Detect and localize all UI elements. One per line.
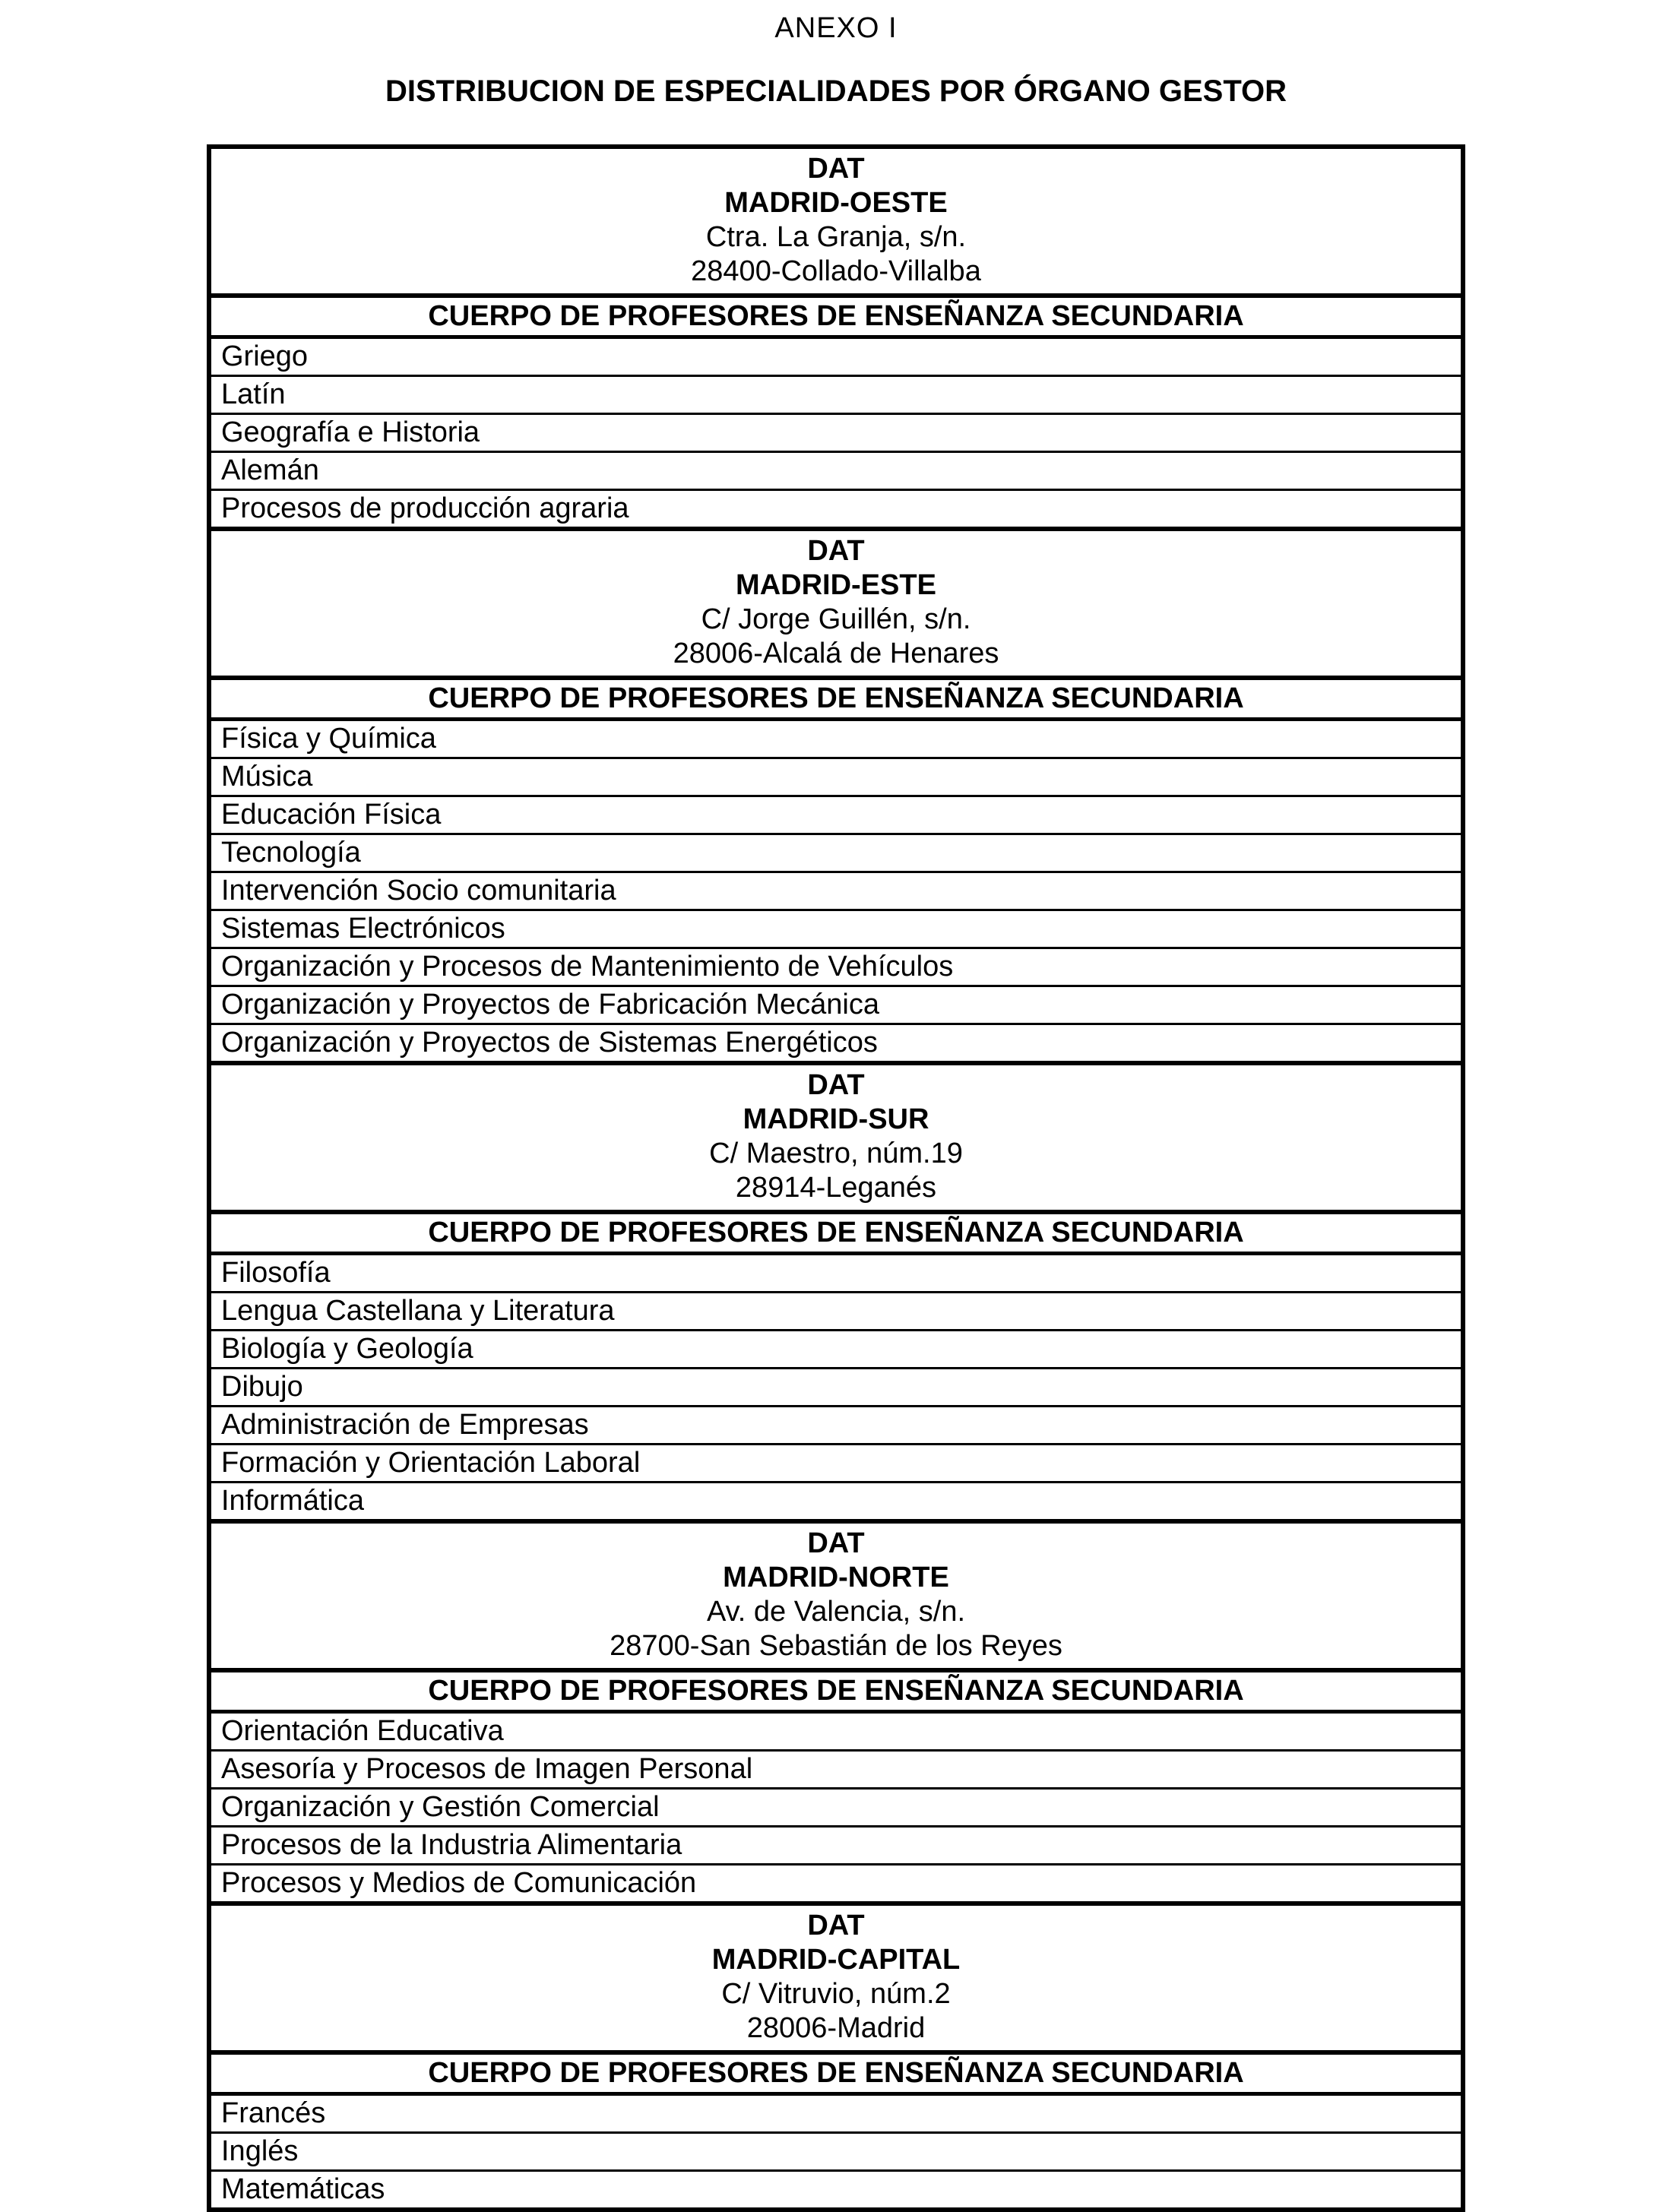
specialty-row (209, 337, 1463, 376)
specialty-row (209, 872, 1463, 910)
dat-area-name: MADRID-OESTE (724, 187, 948, 219)
specialty-cell: Administración de Empresas (209, 1407, 1463, 1445)
dat-org-label: DAT (807, 153, 865, 185)
dat-postal-city: 28006-Madrid (746, 2012, 926, 2044)
dat-org-label: DAT (807, 1069, 865, 1101)
dat-area-name: MADRID-SUR (743, 1103, 929, 1135)
specialty-row (209, 720, 1463, 758)
specialty-cell: Geografía e Historia (209, 414, 1463, 452)
specialty-row (209, 796, 1463, 834)
specialty-row (209, 1369, 1463, 1407)
specialty-cell: Física y Química (209, 720, 1463, 758)
dat-area-name: MADRID-ESTE (736, 569, 936, 601)
specialty-cell: Procesos de producción agraria (209, 490, 1463, 530)
specialty-cell: Latín (209, 376, 1463, 414)
body-header-row (209, 1670, 1463, 1712)
specialty-cell: Asesoría y Procesos de Imagen Personal (209, 1751, 1463, 1789)
document-title: DISTRIBUCION DE ESPECIALIDADES POR ÓRGANO GESTOR (385, 74, 1287, 108)
specialty-row (209, 1407, 1463, 1445)
specialty-row (209, 1254, 1463, 1293)
specialty-cell: Matemáticas (209, 2171, 1463, 2210)
dat-area-name: MADRID-NORTE (723, 1562, 949, 1593)
body-header-cell: CUERPO DE PROFESORES DE ENSEÑANZA SECUNDARIA (209, 678, 1463, 720)
specialty-row (209, 376, 1463, 414)
dat-address: C/ Jorge Guillén, s/n. (701, 603, 971, 635)
specialty-cell: Educación Física (209, 796, 1463, 834)
dat-section-cell (209, 1063, 1463, 1212)
dat-section-row (209, 1903, 1463, 2052)
specialty-row (209, 1445, 1463, 1483)
dat-section-cell (209, 529, 1463, 678)
body-header-row (209, 296, 1463, 337)
annex-title: ANEXO I (774, 12, 898, 44)
dat-address: C/ Maestro, núm.19 (709, 1138, 963, 1169)
specialty-row (209, 948, 1463, 986)
dat-postal-city: 28400-Collado-Villalba (691, 255, 981, 287)
dat-org-label: DAT (807, 535, 865, 567)
body-header-row (209, 2052, 1463, 2094)
specialty-cell: Organización y Procesos de Mantenimiento de Vehículos (209, 948, 1463, 986)
specialty-cell: Griego (209, 337, 1463, 376)
specialty-cell: Tecnología (209, 834, 1463, 872)
specialty-row (209, 490, 1463, 530)
specialty-row (209, 1751, 1463, 1789)
dat-address: Ctra. La Granja, s/n. (705, 221, 967, 253)
specialty-row (209, 910, 1463, 948)
specialty-cell: Informática (209, 1483, 1463, 1522)
specialty-cell: Formación y Orientación Laboral (209, 1445, 1463, 1483)
specialty-row (209, 2171, 1463, 2210)
dat-section-row (209, 1521, 1463, 1670)
specialty-cell: Organización y Proyectos de Sistemas Energéticos (209, 1024, 1463, 1064)
specialty-cell: Sistemas Electrónicos (209, 910, 1463, 948)
distribution-table (207, 144, 1465, 2212)
dat-section-row (209, 147, 1463, 296)
dat-section-row (209, 529, 1463, 678)
specialty-cell: Procesos y Medios de Comunicación (209, 1865, 1463, 1904)
body-header-cell: CUERPO DE PROFESORES DE ENSEÑANZA SECUNDARIA (209, 296, 1463, 337)
specialty-row (209, 1712, 1463, 1751)
dat-address: Av. de Valencia, s/n. (706, 1596, 966, 1628)
body-header-row (209, 678, 1463, 720)
specialty-cell: Francés (209, 2094, 1463, 2133)
specialty-row (209, 2094, 1463, 2133)
specialty-cell: Biología y Geología (209, 1331, 1463, 1369)
dat-postal-city: 28914-Leganés (735, 1172, 937, 1204)
specialty-row (209, 452, 1463, 490)
dat-section-row (209, 1063, 1463, 1212)
dat-section-cell (209, 147, 1463, 296)
specialty-row (209, 1331, 1463, 1369)
specialty-row (209, 758, 1463, 796)
dat-org-label: DAT (807, 1910, 865, 1941)
specialty-row (209, 1789, 1463, 1827)
body-header-cell: CUERPO DE PROFESORES DE ENSEÑANZA SECUNDARIA (209, 1670, 1463, 1712)
specialty-cell: Organización y Gestión Comercial (209, 1789, 1463, 1827)
specialty-row (209, 1865, 1463, 1904)
body-header-cell: CUERPO DE PROFESORES DE ENSEÑANZA SECUNDARIA (209, 2052, 1463, 2094)
specialty-cell: Lengua Castellana y Literatura (209, 1293, 1463, 1331)
specialty-cell: Alemán (209, 452, 1463, 490)
dat-postal-city: 28700-San Sebastián de los Reyes (610, 1630, 1062, 1662)
specialty-row (209, 834, 1463, 872)
body-header-cell: CUERPO DE PROFESORES DE ENSEÑANZA SECUNDARIA (209, 1212, 1463, 1254)
specialty-cell: Procesos de la Industria Alimentaria (209, 1827, 1463, 1865)
specialty-row (209, 1024, 1463, 1064)
specialty-cell: Dibujo (209, 1369, 1463, 1407)
specialty-row (209, 1483, 1463, 1522)
dat-org-label: DAT (807, 1527, 865, 1559)
dat-section-cell (209, 1521, 1463, 1670)
dat-postal-city: 28006-Alcalá de Henares (673, 638, 999, 669)
dat-area-name: MADRID-CAPITAL (711, 1944, 961, 1976)
specialty-row (209, 2133, 1463, 2171)
specialty-cell: Intervención Socio comunitaria (209, 872, 1463, 910)
specialty-cell: Orientación Educativa (209, 1712, 1463, 1751)
specialty-cell: Música (209, 758, 1463, 796)
dat-section-cell (209, 1903, 1463, 2052)
specialty-cell: Organización y Proyectos de Fabricación Mecánica (209, 986, 1463, 1024)
specialty-row (209, 414, 1463, 452)
specialty-row (209, 1293, 1463, 1331)
distribution-table-body (209, 147, 1463, 2210)
specialty-row (209, 1827, 1463, 1865)
specialty-row (209, 986, 1463, 1024)
dat-address: C/ Vitruvio, núm.2 (721, 1978, 951, 2010)
body-header-row (209, 1212, 1463, 1254)
specialty-cell: Inglés (209, 2133, 1463, 2171)
specialty-cell: Filosofía (209, 1254, 1463, 1293)
